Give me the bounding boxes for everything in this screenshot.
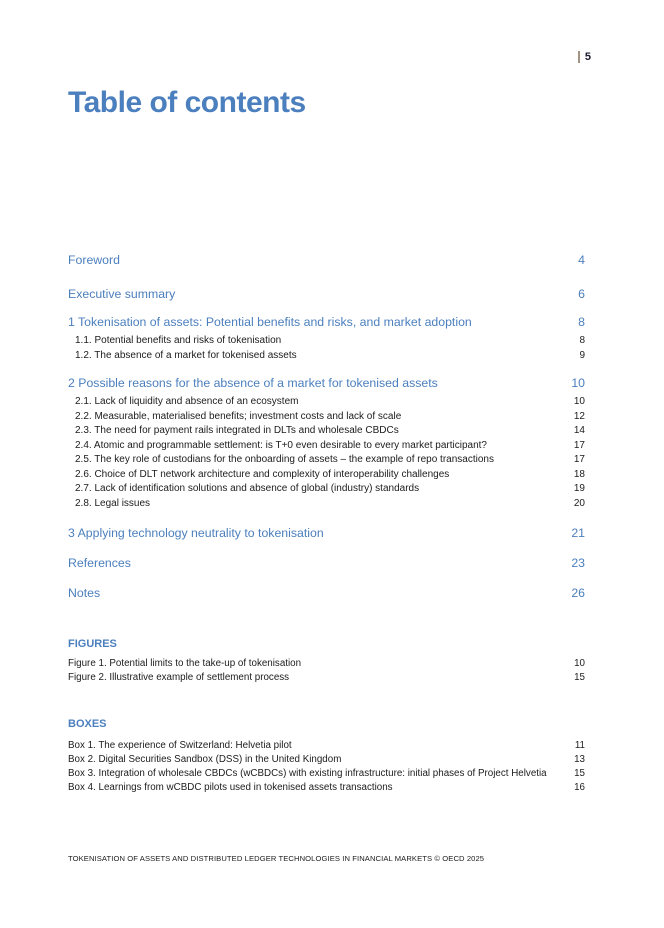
toc-entry-page: 17 [573,454,585,465]
toc-entry-label: 2.5. The key role of custodians for the onboarding of assets – the example of repo transactions [75,454,494,465]
toc-entry-page: 21 [571,526,585,540]
page-number: 5 [584,51,591,63]
table-of-contents [68,253,585,795]
toc-entry-page: 9 [579,349,585,361]
toc-entry-figure-2[interactable] [68,671,585,685]
toc-entry-label: 3 Applying technology neutrality to tokenisation [68,526,324,540]
toc-entry-label: 1 Tokenisation of assets: Potential benefits and risks, and market adoption [68,315,472,329]
toc-entry-label: Foreword [68,253,120,267]
toc-entry-page: 26 [571,586,585,600]
toc-entry-page: 12 [573,410,585,422]
toc-entry-page: 4 [578,253,585,267]
toc-entry-label: 2.3. The need for payment rails integrated in DLTs and wholesale CBDCs [75,425,399,436]
toc-entry-1-1[interactable] [68,334,585,349]
toc-entry-page: 23 [571,556,585,570]
toc-entry-foreword[interactable] [68,253,585,268]
page-title: Table of contents [68,86,306,119]
toc-entry-1-2[interactable] [68,349,585,364]
toc-entry-box-2[interactable] [68,753,585,767]
toc-entry-label: Figure 2. Illustrative example of settlement process [68,672,290,683]
footer-copyright: TOKENISATION OF ASSETS AND DISTRIBUTED LEDGER TECHNOLOGIES IN FINANCIAL MARKETS © OECD 2025 [68,854,485,863]
toc-entry-page: 10 [574,658,585,669]
toc-entry-page: 17 [573,439,585,451]
toc-entry-label: 1.2. The absence of a market for tokenised assets [75,349,297,361]
toc-entry-box-1[interactable] [68,739,585,753]
toc-entry-figure-1[interactable] [68,657,585,671]
figures-heading: FIGURES [68,638,117,650]
toc-entry-page: 6 [578,287,585,301]
toc-entry-label: References [68,556,131,570]
toc-entry-page: 20 [573,497,585,509]
toc-entry-label: 2.8. Legal issues [75,497,151,509]
toc-entry-page: 18 [573,468,585,480]
toc-entry-box-4[interactable] [68,781,585,795]
toc-entry-page: 13 [574,754,585,765]
toc-entry-label: 2 Possible reasons for the absence of a market for tokenised assets [68,376,438,390]
toc-entry-label: Box 2. Digital Securities Sandbox (DSS) in the United Kingdom [68,754,342,765]
toc-entry-label: Executive summary [68,287,176,301]
toc-entry-2-1[interactable] [68,395,585,410]
toc-entry-label: 2.7. Lack of identification solutions and absence of global (industry) standards [75,483,420,494]
toc-entry-page: 11 [574,740,585,751]
toc-entry-page: 19 [573,483,585,494]
toc-entry-label: 2.4. Atomic and programmable settlement: is T+0 even desirable to every market participant? [75,439,487,451]
toc-entry-executive-summary[interactable] [68,287,585,302]
toc-entry-page: 15 [574,768,585,779]
toc-entry-label: 2.6. Choice of DLT network architecture and complexity of interoperability challenges [75,468,450,480]
header-divider-bar [578,51,580,63]
toc-entry-label: Box 3. Integration of wholesale CBDCs (wCBDCs) with existing infrastructure: initial phases of Project Helvetia [68,768,547,779]
toc-entry-2-3[interactable] [68,424,585,439]
toc-entry-chapter-2[interactable] [68,376,585,391]
toc-entry-2-2[interactable] [68,410,585,425]
toc-entry-2-8[interactable] [68,497,585,512]
toc-entry-2-5[interactable] [68,453,585,468]
toc-entry-label: Notes [68,586,101,600]
toc-entry-label: 2.1. Lack of liquidity and absence of an ecosystem [75,396,299,407]
toc-entry-notes[interactable] [68,586,585,601]
toc-entry-page: 16 [574,782,585,793]
toc-entry-page: 10 [573,396,585,407]
toc-entry-chapter-1[interactable] [68,315,585,330]
toc-entry-2-7[interactable] [68,482,585,497]
toc-entry-page: 14 [573,425,585,436]
toc-entry-label: Box 1. The experience of Switzerland: Helvetia pilot [68,740,292,751]
toc-entry-label: 2.2. Measurable, materialised benefits; investment costs and lack of scale [75,410,402,422]
toc-entry-chapter-3[interactable] [68,526,585,541]
toc-entry-page: 8 [578,315,585,329]
toc-entry-2-6[interactable] [68,468,585,483]
toc-entry-page: 15 [574,672,585,683]
toc-entry-box-3[interactable] [68,767,585,781]
page-number-header [578,51,591,63]
toc-entry-page: 8 [579,335,585,346]
toc-entry-label: 1.1. Potential benefits and risks of tokenisation [75,335,282,346]
toc-entry-references[interactable] [68,556,585,571]
boxes-heading: BOXES [68,718,107,730]
toc-entry-label: Figure 1. Potential limits to the take-up of tokenisation [68,658,302,669]
toc-entry-page: 10 [571,376,585,390]
toc-entry-label: Box 4. Learnings from wCBDC pilots used in tokenised assets transactions [68,782,393,793]
toc-entry-2-4[interactable] [68,439,585,454]
